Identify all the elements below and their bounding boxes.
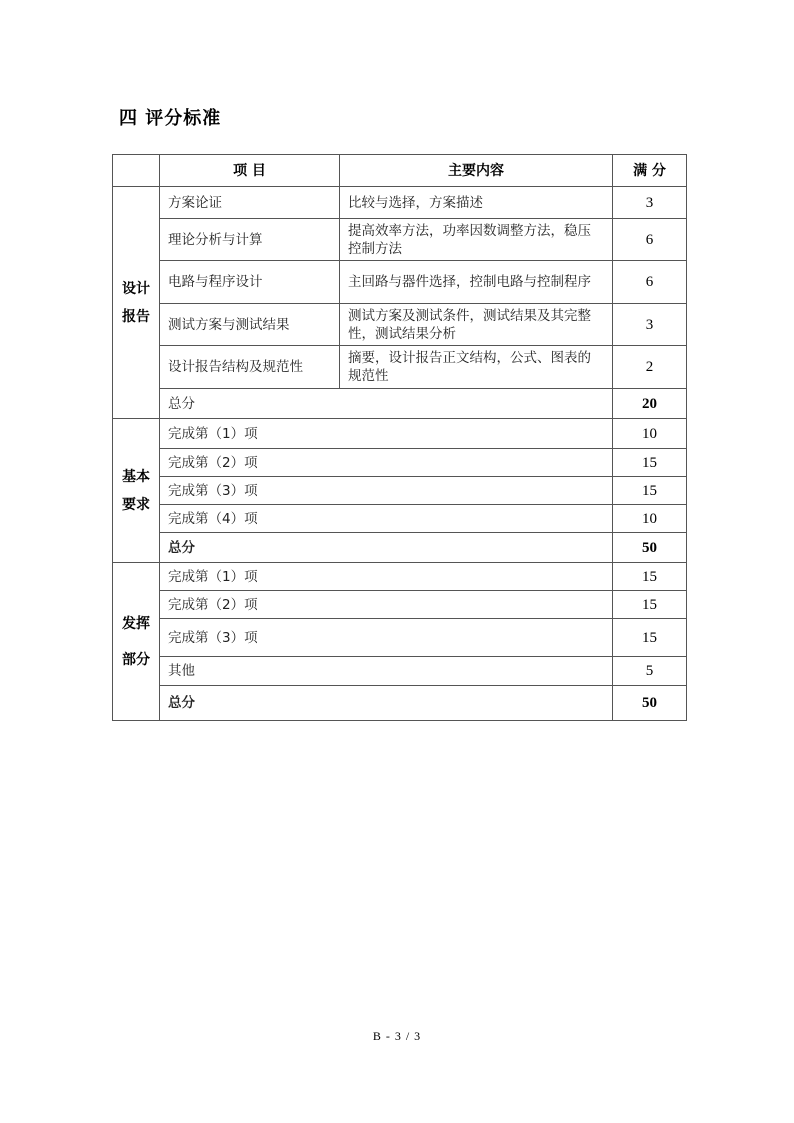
score-cell: 6 — [613, 261, 687, 304]
total-score: 50 — [613, 686, 687, 721]
category-basic-requirements: 基本要求 — [113, 419, 160, 563]
score-cell: 3 — [613, 304, 687, 346]
header-item: 项 目 — [160, 155, 340, 187]
page-number: B - 3 / 3 — [372, 1029, 422, 1043]
header-content: 主要内容 — [340, 155, 613, 187]
item-cell: 完成第（3）项 — [160, 619, 613, 657]
content-cell: 测试方案及测试条件，测试结果及其完整性，测试结果分析 — [340, 304, 613, 346]
item-cell: 电路与程序设计 — [160, 261, 340, 304]
total-label: 总分 — [160, 389, 613, 419]
score-cell: 2 — [613, 346, 687, 389]
table-row — [113, 187, 687, 219]
item-cell: 方案论证 — [160, 187, 340, 219]
table-row — [113, 346, 687, 389]
table-row — [113, 449, 687, 477]
content-cell: 摘要，设计报告正文结构，公式、图表的规范性 — [340, 346, 613, 389]
table-row — [113, 304, 687, 346]
score-cell: 10 — [613, 419, 687, 449]
item-cell: 完成第（1）项 — [160, 419, 613, 449]
category-extension-part: 发挥部分 — [113, 563, 160, 721]
total-score: 20 — [613, 389, 687, 419]
category-design-report: 设计报告 — [113, 187, 160, 419]
table-row — [113, 619, 687, 657]
item-cell: 设计报告结构及规范性 — [160, 346, 340, 389]
score-cell: 6 — [613, 219, 687, 261]
item-cell: 完成第（2）项 — [160, 591, 613, 619]
scoring-table — [112, 154, 687, 721]
score-cell: 3 — [613, 187, 687, 219]
table-row — [113, 219, 687, 261]
score-cell: 10 — [613, 505, 687, 533]
total-score: 50 — [613, 533, 687, 563]
section-title: 四 评分标准 — [119, 108, 222, 129]
table-row — [113, 591, 687, 619]
total-label: 总分 — [160, 686, 613, 721]
header-row — [113, 155, 687, 187]
score-cell: 15 — [613, 563, 687, 591]
total-label: 总分 — [160, 533, 613, 563]
item-cell: 理论分析与计算 — [160, 219, 340, 261]
score-cell: 15 — [613, 477, 687, 505]
table-row — [113, 505, 687, 533]
item-cell: 测试方案与测试结果 — [160, 304, 340, 346]
table-row — [113, 261, 687, 304]
total-row — [113, 686, 687, 721]
table-row — [113, 657, 687, 686]
content-cell: 提高效率方法，功率因数调整方法，稳压控制方法 — [340, 219, 613, 261]
content-cell: 主回路与器件选择，控制电路与控制程序 — [340, 261, 613, 304]
header-score: 满 分 — [613, 155, 687, 187]
item-cell: 完成第（1）项 — [160, 563, 613, 591]
score-cell: 15 — [613, 619, 687, 657]
total-row — [113, 389, 687, 419]
content-cell: 比较与选择，方案描述 — [340, 187, 613, 219]
total-row — [113, 533, 687, 563]
item-cell: 完成第（4）项 — [160, 505, 613, 533]
item-cell: 完成第（2）项 — [160, 449, 613, 477]
item-cell: 完成第（3）项 — [160, 477, 613, 505]
table-row — [113, 419, 687, 449]
table-row — [113, 477, 687, 505]
item-cell: 其他 — [160, 657, 613, 686]
score-cell: 15 — [613, 591, 687, 619]
table-row — [113, 563, 687, 591]
header-blank — [113, 155, 160, 187]
score-cell: 15 — [613, 449, 687, 477]
score-cell: 5 — [613, 657, 687, 686]
